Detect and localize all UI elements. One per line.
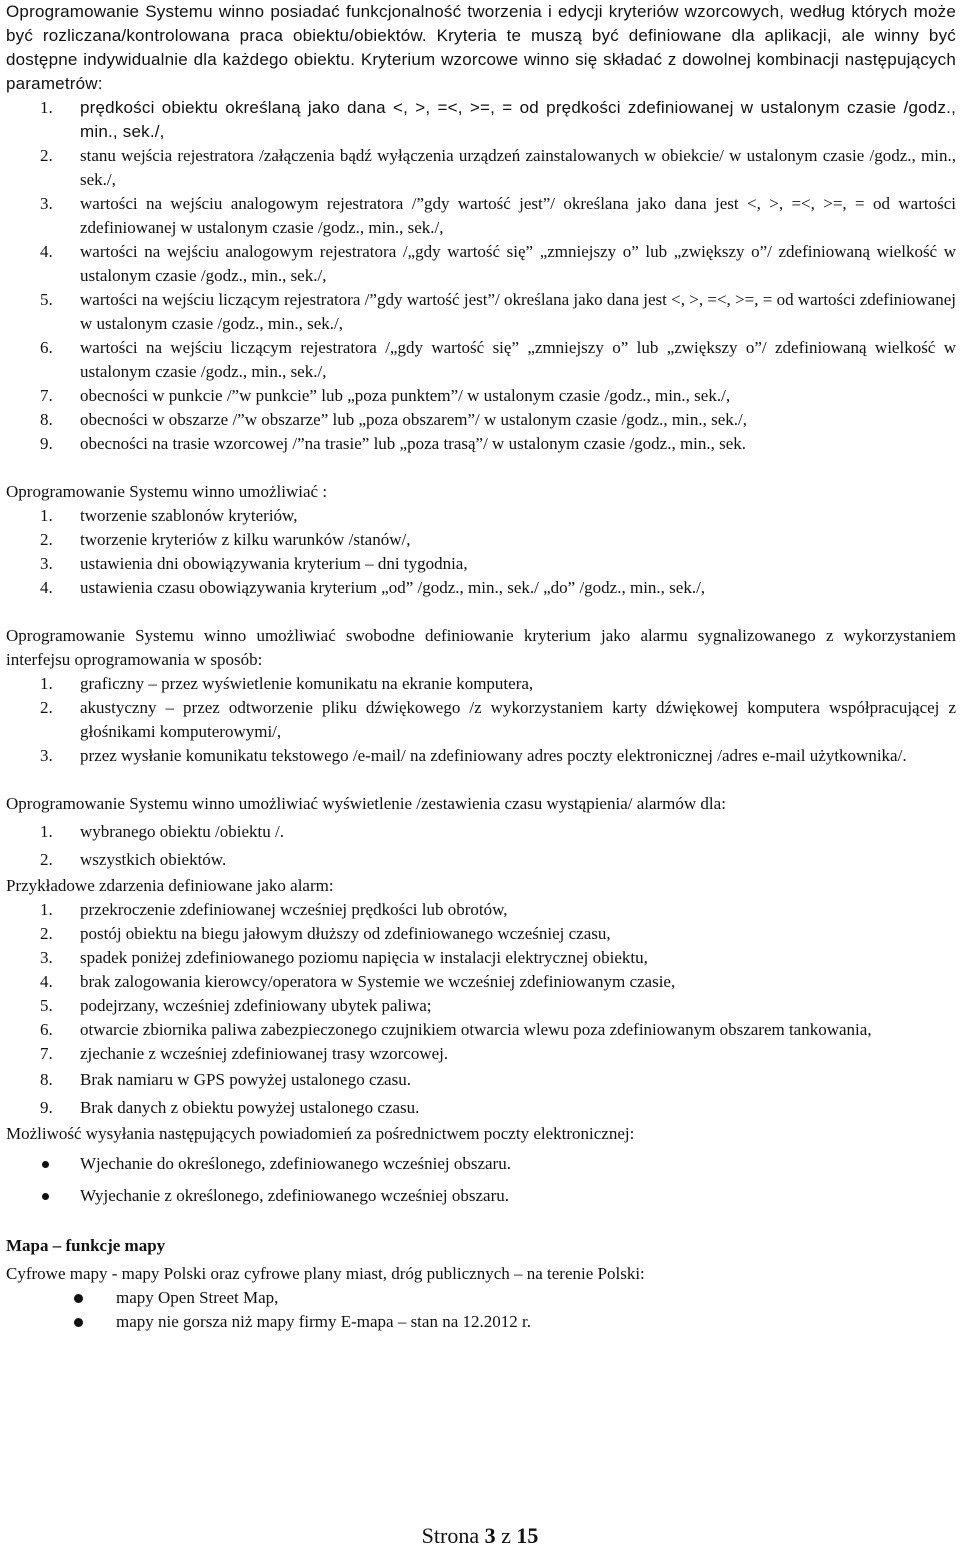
list-item: Wyjechanie z określonego, zdefiniowanego wcześniej obszaru. bbox=[6, 1184, 956, 1208]
list-item: 2. wszystkich obiektów. bbox=[40, 850, 227, 869]
list-item: 4. wartości na wejściu analogowym rejestratora /„gdy wartość się” „zmniejszy o” lub „zwiększy o”/ zdefiniowaną wielkość w ustalonym czasie /godz., min., sek./, bbox=[40, 242, 956, 285]
intro-paragraph: Oprogramowanie Systemu winno posiadać funkcjonalność tworzenia i edycji kryteriów wzorcowych, według których może być rozliczana/kontrolowana praca obiektu/obiektów. Kryteria te muszą być definiowane dla aplikacji, ale winny być dostępne indywidualnie dla każdego obiektu. Kryterium wzorcowe winno się składać z dowolnej kombinacji następujących parametrów: bbox=[6, 2, 956, 93]
examples-lead: Przykładowe zdarzenia definiowane jako alarm: bbox=[6, 876, 334, 895]
bullet-icon bbox=[74, 1294, 83, 1303]
bullet-icon bbox=[74, 1318, 83, 1327]
display-list bbox=[6, 820, 956, 872]
list-item: 3. przez wysłanie komunikatu tekstowego /e-mail/ na zdefiniowany adres poczty elektronicznej /adres e-mail użytkownika/. bbox=[40, 746, 907, 765]
bullet-icon bbox=[42, 1193, 49, 1200]
list-item: 9. Brak danych z obiektu powyżej ustalonego czasu. bbox=[40, 1098, 420, 1117]
list-item: 8. Brak namiaru w GPS powyżej ustalonego czasu. bbox=[40, 1070, 411, 1089]
list-item: 1. tworzenie szablonów kryteriów, bbox=[40, 506, 298, 525]
enable-lead: Oprogramowanie Systemu winno umożliwiać : bbox=[6, 482, 328, 501]
total-pages-number: 15 bbox=[516, 1523, 539, 1548]
list-item: 5. wartości na wejściu liczącym rejestratora /”gdy wartość jest”/ określana jako dana jest <, >, =<, >=, = od wartości zdefiniowanej w ustalonym czasie /godz., min., sek./, bbox=[40, 290, 956, 333]
list-item: mapy nie gorsza niż mapy firmy E-mapa – stan na 12.2012 r. bbox=[6, 1310, 956, 1334]
bullet-icon bbox=[42, 1161, 49, 1168]
alarm-definition-lead: Oprogramowanie Systemu winno umożliwiać swobodne definiowanie kryterium jako alarmu sygnalizowanego z wykorzystaniem interfejsu oprogramowania w sposób: bbox=[6, 626, 956, 669]
section-heading: Mapa – funkcje mapy bbox=[6, 1236, 166, 1255]
notifications-list bbox=[6, 1152, 956, 1208]
page-label: Strona bbox=[421, 1523, 480, 1548]
list-item: 3. spadek poniżej zdefiniowanego poziomu napięcia w instalacji elektrycznej obiektu, bbox=[40, 948, 648, 967]
map-list bbox=[6, 1286, 956, 1334]
enable-list bbox=[6, 504, 956, 600]
display-lead: Oprogramowanie Systemu winno umożliwiać wyświetlenie /zestawienia czasu wystąpienia/ alarmów dla: bbox=[6, 794, 726, 813]
list-item: 1. graficzny – przez wyświetlenie komunikatu na ekranie komputera, bbox=[40, 674, 534, 693]
list-item: 2. stanu wejścia rejestratora /załączenia bądź wyłączenia urządzeń zainstalowanych w obiekcie/ w ustalonym czasie /godz., min., sek./, bbox=[40, 146, 956, 189]
list-item: 4. brak zalogowania kierowcy/operatora w Systemie we wcześniej zdefiniowanym czasie, bbox=[40, 972, 676, 991]
list-item: 1. wybranego obiektu /obiektu /. bbox=[40, 822, 284, 841]
list-item: 2. postój obiektu na biegu jałowym dłuższy od zdefiniowanego wcześniej czasu, bbox=[40, 924, 611, 943]
list-item: 7. zjechanie z wcześniej zdefiniowanej trasy wzorcowej. bbox=[40, 1044, 449, 1063]
list-item: 7. obecności w punkcie /”w punkcie” lub „poza punktem”/ w ustalonym czasie /godz., min., sek./, bbox=[40, 386, 731, 405]
map-lead: Cyfrowe mapy - mapy Polski oraz cyfrowe plany miast, dróg publicznych – na terenie Polski: bbox=[6, 1264, 645, 1283]
notifications-lead: Możliwość wysyłania następujących powiadomień za pośrednictwem poczty elektronicznej: bbox=[6, 1124, 635, 1143]
list-item: 2. tworzenie kryteriów z kilku warunków /stanów/, bbox=[40, 530, 411, 549]
of-label: z bbox=[501, 1523, 511, 1548]
list-item: 1. przekroczenie zdefiniowanej wcześniej prędkości lub obrotów, bbox=[40, 900, 508, 919]
list-item: 3. ustawienia dni obowiązywania kryterium – dni tygodnia, bbox=[40, 554, 468, 573]
alarm-definition-list bbox=[6, 672, 956, 768]
list-item: Wjechanie do określonego, zdefiniowanego wcześniej obszaru. bbox=[6, 1152, 956, 1176]
page-footer bbox=[0, 1522, 960, 1550]
document-page bbox=[6, 0, 956, 1334]
list-item: mapy Open Street Map, bbox=[6, 1286, 956, 1310]
alarm-examples-list bbox=[6, 898, 956, 1120]
list-item: 9. obecności na trasie wzorcowej /”na trasie” lub „poza trasą”/ w ustalonym czasie /godz., min., sek. bbox=[40, 434, 747, 453]
list-item: 2. akustyczny – przez odtworzenie pliku dźwiękowego /z wykorzystaniem karty dźwiękowej komputera współpracującej z głośnikami komputerowymi/, bbox=[40, 698, 956, 741]
list-item: 6. otwarcie zbiornika paliwa zabezpieczonego czujnikiem otwarcia wlewu poza zdefiniowanym obszarem tankowania, bbox=[40, 1020, 872, 1039]
list-item: 4. ustawienia czasu obowiązywania kryterium „od” /godz., min., sek./ „do” /godz., min., sek./, bbox=[40, 578, 706, 597]
list-item: 5. podejrzany, wcześniej zdefiniowany ubytek paliwa; bbox=[40, 996, 432, 1015]
list-item: 3. wartości na wejściu analogowym rejestratora /”gdy wartość jest”/ określana jako dana jest <, >, =<, >=, = od wartości zdefiniowanej w ustalonym czasie /godz., min., sek./, bbox=[40, 194, 956, 237]
list-item: 1. prędkości obiektu określaną jako dana <, >, =<, >=, = od prędkości zdefiniowanej w ustalonym czasie /godz., min., sek./, bbox=[40, 98, 956, 141]
current-page-number: 3 bbox=[484, 1523, 496, 1548]
list-item: 6. wartości na wejściu liczącym rejestratora /„gdy wartość się” „zmniejszy o” lub „zwiększy o”/ zdefiniowaną wielkość w ustalonym czasie /godz., min., sek./, bbox=[40, 338, 956, 381]
list-item: 8. obecności w obszarze /”w obszarze” lub „poza obszarem”/ w ustalonym czasie /godz., min., sek./, bbox=[40, 410, 748, 429]
criteria-parameters-list bbox=[6, 96, 956, 456]
